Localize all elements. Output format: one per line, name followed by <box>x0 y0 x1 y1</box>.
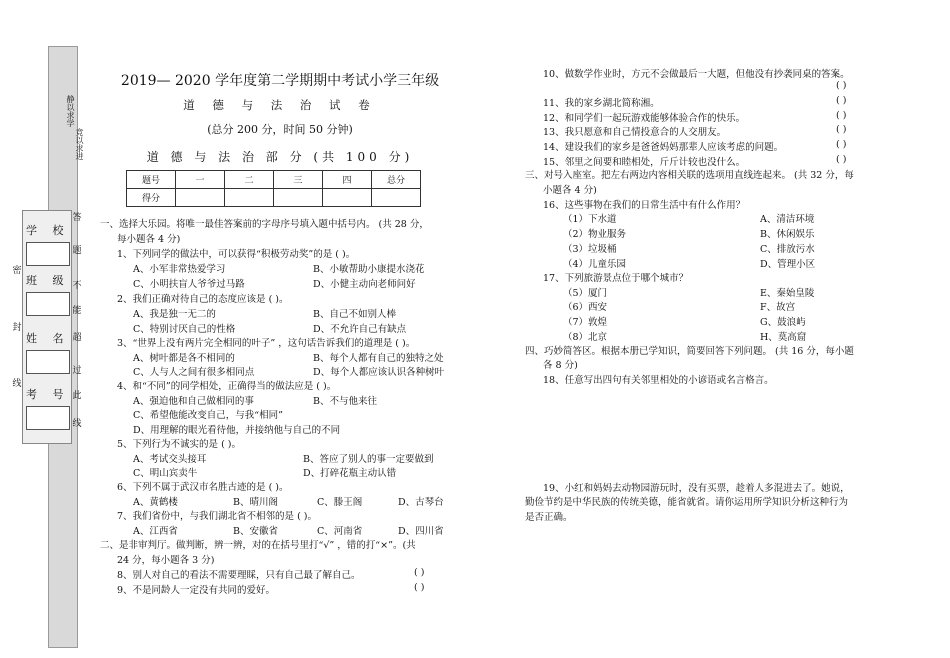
question-15: 15、邻里之间要和睦相处，斤斤计较也没什么。 <box>543 157 746 168</box>
option-5c: C、明山宾卖牛 <box>133 468 198 479</box>
section-four-points: 各 8 分) <box>543 360 578 371</box>
answer-blank[interactable]: ( ) <box>836 124 847 135</box>
option-1b: B、小敏帮助小康提水浇花 <box>313 264 425 275</box>
option-3c: C、人与人之间有很多相同点 <box>133 367 255 378</box>
option-5b: B、答应了别人的事一定要做到 <box>303 454 434 465</box>
option-3b: B、每个人都有自己的独特之处 <box>313 353 444 364</box>
match-left-item: （5）厦门 <box>563 288 608 299</box>
section-four-heading: 四、巧妙简答区。根据本册已学知识，简要回答下列问题。 (共 16 分，每小题 <box>525 346 854 357</box>
score-input-cell[interactable] <box>176 189 225 207</box>
match-left-item: （8）北京 <box>563 332 608 343</box>
question-18: 18、任意写出四句有关邻里相处的小谚语或名言格言。 <box>543 375 774 386</box>
table-cell: 四 <box>323 171 372 189</box>
question-11: 11、我的家乡湖北简称湘。 <box>543 98 660 109</box>
warning-char: 线 <box>72 419 82 429</box>
answer-blank[interactable]: ( ) <box>414 582 425 593</box>
motto-a: 静以求学 <box>66 95 75 127</box>
exam-subtitle: 道 德 与 法 治 试 卷 <box>183 98 377 112</box>
option-2b: B、自己不如别人棒 <box>313 309 396 320</box>
question-19: 19、小红和妈妈去动物园游玩时，没有买票，趁着人多混进去了。她说， <box>543 483 850 494</box>
warning-char: 能 <box>72 306 82 316</box>
table-row <box>127 171 421 189</box>
score-time-info: (总分 200 分，时间 50 分钟) <box>207 123 353 136</box>
option-6a: A、黄鹤楼 <box>133 497 178 508</box>
seal-mark-xian: 线 <box>12 379 22 389</box>
field-label-exam-number: 考 号 <box>26 388 70 401</box>
section-one-points: 每小题各 4 分) <box>117 234 181 245</box>
section-one-heading: 一、选择大乐园。将唯一最佳答案前的字母序号填入题中括号内。 (共 28 分， <box>100 219 429 230</box>
answer-blank[interactable]: ( ) <box>414 567 425 578</box>
match-right-item: E、秦始皇陵 <box>760 288 815 299</box>
warning-char: 题 <box>72 246 82 256</box>
question-7: 7、我们省份中，与我们湖北省不相邻的是 ( )。 <box>117 511 317 522</box>
option-3d: D、每个人都应该认识各种树叶 <box>313 367 445 378</box>
seal-mark-feng: 封 <box>12 323 22 333</box>
answer-blank[interactable]: ( ) <box>836 154 847 165</box>
option-7c: C、河南省 <box>317 526 363 537</box>
question-12: 12、和同学们一起玩游戏能够体验合作的快乐。 <box>543 113 746 124</box>
warning-char: 答 <box>72 213 82 223</box>
option-1c: C、小明扶盲人爷爷过马路 <box>133 279 245 290</box>
match-right-item: G、鼓浪屿 <box>760 317 806 328</box>
motto-b: 竞以求进 <box>75 128 84 160</box>
question-9: 9、不是同龄人一定没有共同的爱好。 <box>117 585 276 596</box>
option-3a: A、树叶都是各不相同的 <box>133 353 235 364</box>
section-two-heading: 二、是非审判厅。做判断，辨一辨，对的在括号里打“√” ，错的打“×”。(共 <box>100 540 416 551</box>
seal-mark-mi: 密 <box>12 266 22 276</box>
section-three-points: 小题各 4 分) <box>543 185 597 196</box>
field-label-name: 姓 名 <box>26 332 70 345</box>
question-5: 5、下列行为不诚实的是 ( )。 <box>117 439 241 450</box>
option-2d: D、不允许自己有缺点 <box>313 324 407 335</box>
match-right-item: C、排放污水 <box>760 244 815 255</box>
question-1: 1、下列同学的做法中，可以获得“积极劳动奖”的是 ( )。 <box>117 249 356 260</box>
option-4b: B、不与他来往 <box>313 396 377 407</box>
option-7a: A、江西省 <box>133 526 178 537</box>
score-input-cell[interactable] <box>372 189 421 207</box>
question-4: 4、和“不同”的同学相处，正确得当的做法应是 ( )。 <box>117 381 337 392</box>
table-cell: 得分 <box>127 189 176 207</box>
field-label-school: 学 校 <box>26 224 70 237</box>
question-16: 16、这些事物在我们的日常生活中有什么作用？ <box>543 200 746 211</box>
match-left-item: （1）下水道 <box>563 214 617 225</box>
option-6b: B、晴川阁 <box>233 497 278 508</box>
question-19-line2: 勤俭节约是中华民族的传统美德，能省就省。请你运用所学知识分析这种行为 <box>525 497 849 508</box>
option-7b: B、安徽省 <box>233 526 278 537</box>
question-14: 14、建设我们的家乡是爸爸妈妈那辈人应该考虑的问题。 <box>543 142 784 153</box>
option-1a: A、小军非常热爱学习 <box>133 264 226 275</box>
match-left-item: （3）垃圾桶 <box>563 244 617 255</box>
section-heading: 道 德 与 法 治 部 分 (共 100 分) <box>146 150 414 164</box>
score-input-cell[interactable] <box>225 189 274 207</box>
score-table <box>126 170 421 207</box>
option-6d: D、古琴台 <box>398 497 444 508</box>
question-19-line3: 是否正确。 <box>525 512 573 523</box>
option-1d: D、小健主动向老师问好 <box>313 279 416 290</box>
option-7d: D、四川省 <box>398 526 444 537</box>
question-13: 13、我只愿意和自己情投意合的人交朋友。 <box>543 127 727 138</box>
warning-char: 此 <box>72 391 82 401</box>
class-field[interactable] <box>26 292 70 316</box>
question-3: 3、“世界上没有两片完全相同的叶子” ，这句话告诉我们的道理是 ( )。 <box>117 338 416 349</box>
question-17: 17、下列旅游景点位于哪个城市？ <box>543 273 689 284</box>
table-cell: 一 <box>176 171 225 189</box>
question-10: 10、做数学作业时，方元不会做最后一大题，但他没有抄袭同桌的答案。 <box>543 69 850 80</box>
match-right-item: B、休闲娱乐 <box>760 229 815 240</box>
option-6c: C、滕王阁 <box>317 497 363 508</box>
table-cell: 总分 <box>372 171 421 189</box>
table-cell: 三 <box>274 171 323 189</box>
section-two-points: 24 分，每小题各 3 分) <box>117 555 215 566</box>
table-cell: 题号 <box>127 171 176 189</box>
match-left-item: （2）物业服务 <box>563 229 627 240</box>
option-5a: A、考试交头接耳 <box>133 454 207 465</box>
answer-blank[interactable]: ( ) <box>836 80 847 91</box>
school-field[interactable] <box>26 242 70 266</box>
option-4c: C、希望他能改变自己，与我“相同” <box>133 410 283 421</box>
answer-blank[interactable]: ( ) <box>836 139 847 150</box>
option-4a: A、强迫他和自己做相同的事 <box>133 396 254 407</box>
option-2c: C、特别讨厌自己的性格 <box>133 324 236 335</box>
option-2a: A、我是独一无二的 <box>133 309 216 320</box>
answer-blank[interactable]: ( ) <box>836 110 847 121</box>
warning-char: 过 <box>72 366 82 376</box>
score-input-cell[interactable] <box>323 189 372 207</box>
exam-title: 2019— 2020 学年度第二学期期中考试小学三年级 <box>120 73 440 89</box>
table-cell: 二 <box>225 171 274 189</box>
warning-char: 不 <box>72 281 82 291</box>
name-field[interactable] <box>26 350 70 374</box>
option-5d: D、打碎花瓶主动认错 <box>303 468 397 479</box>
question-2: 2、我们正确对待自己的态度应该是 ( )。 <box>117 294 289 305</box>
match-left-item: （7）敦煌 <box>563 317 608 328</box>
question-8: 8、别人对自己的看法不需要理睬，只有自己最了解自己。 <box>117 570 361 581</box>
section-three-heading: 三、对号入座室。把左右两边内容相关联的选项用直线连起来。 (共 32 分，每 <box>525 170 854 181</box>
answer-blank[interactable]: ( ) <box>836 95 847 106</box>
option-4d: D、用理解的眼光看待他，并接纳他与自己的不同 <box>133 425 341 436</box>
table-row <box>127 189 421 207</box>
score-input-cell[interactable] <box>274 189 323 207</box>
match-left-item: （6）西安 <box>563 302 608 313</box>
exam-number-field[interactable] <box>26 406 70 430</box>
warning-char: 超 <box>72 333 82 343</box>
match-right-item: H、莫高窟 <box>760 332 807 343</box>
match-right-item: F、故宫 <box>760 302 796 313</box>
match-right-item: A、清洁环境 <box>760 214 815 225</box>
match-left-item: （4）儿童乐园 <box>563 259 627 270</box>
question-6: 6、下列不属于武汉市名胜古迹的是 ( )。 <box>117 482 289 493</box>
field-label-class: 班 级 <box>26 274 70 287</box>
match-right-item: D、管理小区 <box>760 259 816 270</box>
